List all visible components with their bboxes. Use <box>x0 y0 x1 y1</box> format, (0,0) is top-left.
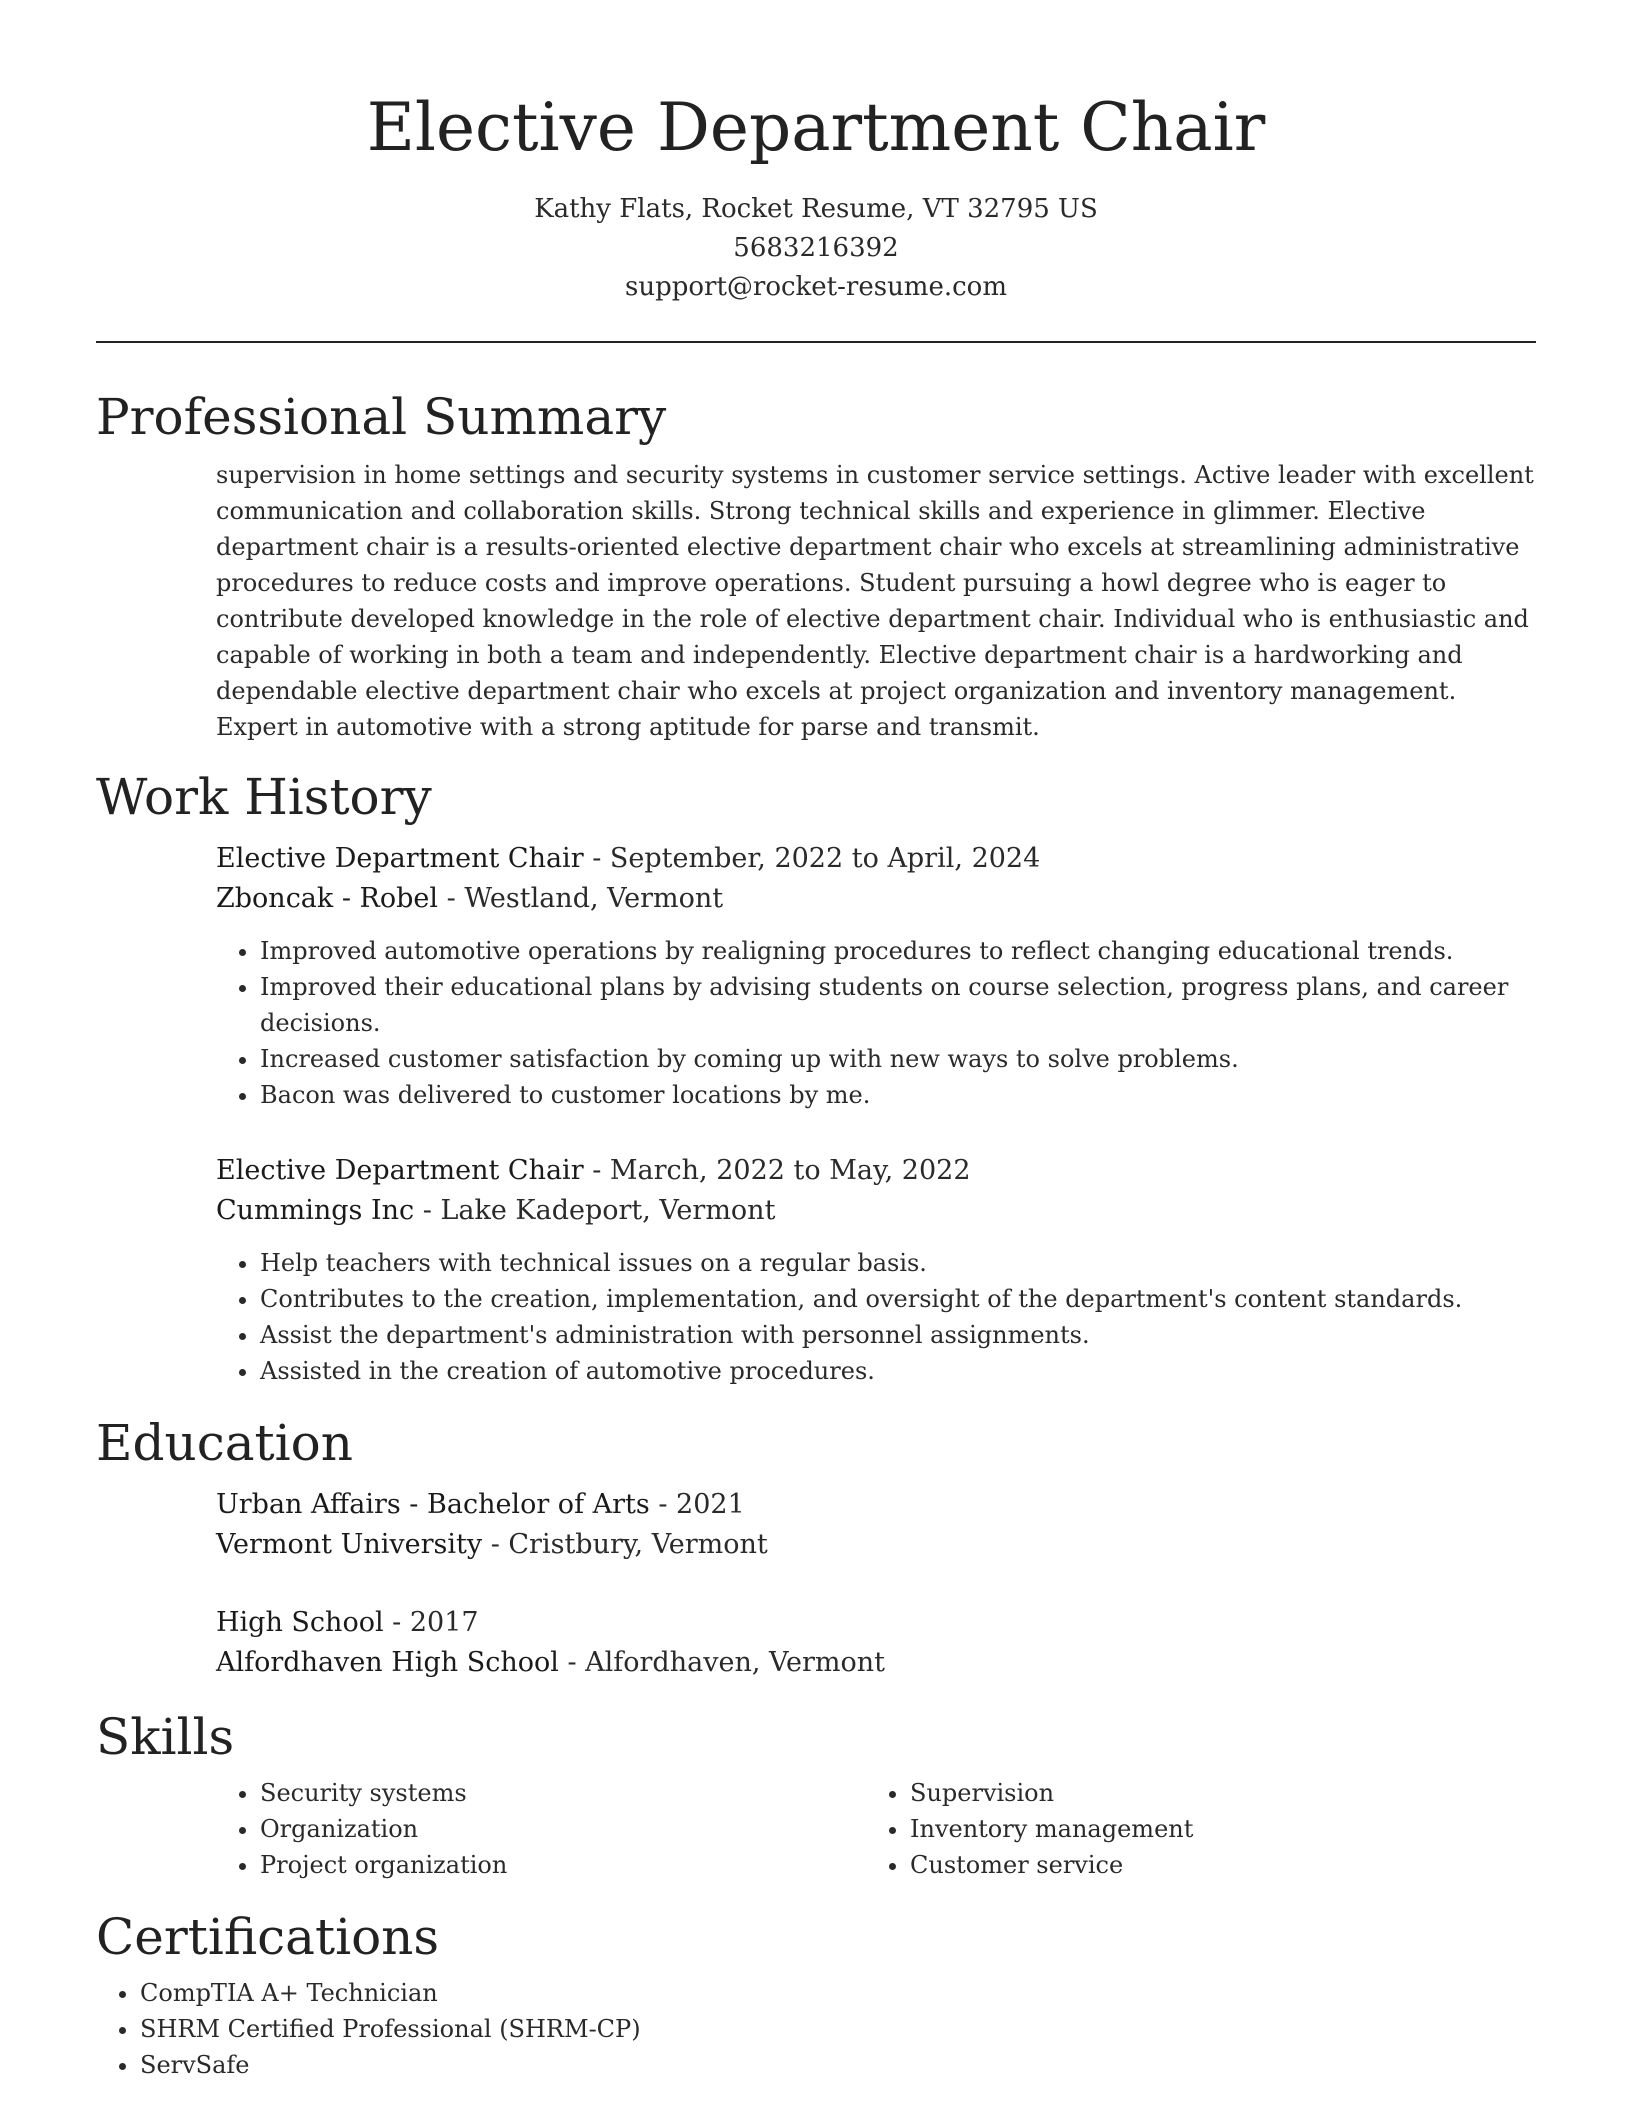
job-bullet: • Bacon was delivered to customer locations by me. <box>260 1077 1536 1113</box>
contact-address: Kathy Flats, Rocket Resume, VT 32795 US <box>534 194 1098 224</box>
job-title-line <box>216 839 1536 879</box>
skill-item: • Organization <box>260 1811 866 1847</box>
certification-item: • ServSafe <box>140 2047 1536 2083</box>
work-history-heading: Work History <box>96 768 432 826</box>
job-company-line <box>216 1191 1536 1231</box>
education-entry <box>216 1485 1536 1565</box>
job-bullets <box>216 933 1536 1113</box>
job-location: - Westland, Vermont <box>438 883 724 914</box>
skill-item: • Inventory management <box>910 1811 1516 1847</box>
education-school: Vermont University <box>216 1529 483 1560</box>
certifications-heading: Certifications <box>96 1908 440 1966</box>
education-section <box>96 1411 1536 1683</box>
skills-list-left <box>216 1775 866 1883</box>
job-bullet: • Improved their educational plans by advising students on course selection, progress plans, and career decisions. <box>260 969 1536 1041</box>
certification-item: • CompTIA A+ Technician <box>140 1975 1536 2011</box>
summary-text: supervision in home settings and security systems in customer service settings. Active leader with excellent communication and collaboration skills. Strong technical skills and experience in glimmer. Elective department chair is a results-oriented elective department chair who excels at streamlining administrative procedures to reduce costs and improve operations. Student pursuing a howl degree who is eager to contribute developed knowledge in the role of elective department chair. Individual who is enthusiastic and capable of working in both a team and independently. Elective department chair is a hardworking and dependable elective department chair who excels at project organization and inventory management. Expert in automotive with a strong aptitude for parse and transmit. <box>216 461 1534 741</box>
job-bullet: • Assisted in the creation of automotive procedures. <box>260 1353 1536 1389</box>
skill-item: • Supervision <box>910 1775 1516 1811</box>
work-history-section <box>96 765 1536 1389</box>
certifications-list <box>96 1975 1536 2083</box>
skills-column-left <box>216 1769 866 1883</box>
job-dates: - September, 2022 to April, 2024 <box>583 843 1041 874</box>
job-bullet: • Increased customer satisfaction by coming up with new ways to solve problems. <box>260 1041 1536 1077</box>
job-role: Elective Department Chair <box>216 1155 584 1186</box>
job-company: Zboncak - Robel <box>216 883 439 914</box>
education-location: - Cristbury, Vermont <box>482 1529 768 1560</box>
education-degree-line <box>216 1603 1536 1643</box>
education-heading: Education <box>96 1414 353 1472</box>
job-company-line <box>216 879 1536 919</box>
candidate-title: Elective Department Chair <box>366 89 1266 166</box>
job-bullet: • Contributes to the creation, implementation, and oversight of the department's content standards. <box>260 1281 1536 1317</box>
skills-grid <box>216 1769 1536 1883</box>
job-title-line <box>216 1151 1536 1191</box>
job-entry <box>216 839 1536 1113</box>
summary-heading: Professional Summary <box>96 388 667 446</box>
header-divider <box>96 341 1536 343</box>
certification-item: • SHRM Certified Professional (SHRM-CP) <box>140 2011 1536 2047</box>
job-entry <box>216 1151 1536 1389</box>
education-year: - 2017 <box>383 1607 479 1638</box>
education-degree: High School <box>216 1607 384 1638</box>
education-degree-line <box>216 1485 1536 1525</box>
certifications-section <box>96 1905 1536 2083</box>
education-year: - 2021 <box>649 1489 745 1520</box>
education-school: Alfordhaven High School <box>216 1647 559 1678</box>
education-degree: Urban Affairs - Bachelor of Arts <box>216 1489 650 1520</box>
education-school-line <box>216 1525 1536 1565</box>
education-location: - Alfordhaven, Vermont <box>558 1647 885 1678</box>
skills-section <box>96 1705 1536 1883</box>
job-bullet: • Help teachers with technical issues on a regular basis. <box>260 1245 1536 1281</box>
summary-section <box>96 385 1536 745</box>
contact-email: support@rocket-resume.com <box>624 272 1007 302</box>
skill-item: • Project organization <box>260 1847 866 1883</box>
job-role: Elective Department Chair <box>216 843 584 874</box>
contact-phone: 5683216392 <box>733 233 899 263</box>
resume-header <box>96 0 1536 307</box>
job-company: Cummings Inc <box>216 1195 415 1226</box>
skills-list-right <box>866 1775 1516 1883</box>
skills-heading: Skills <box>96 1708 235 1766</box>
resume-page <box>96 0 1536 2083</box>
skill-item: • Customer service <box>910 1847 1516 1883</box>
skills-column-right <box>866 1769 1516 1883</box>
job-bullets <box>216 1245 1536 1389</box>
education-entry <box>216 1603 1536 1683</box>
skill-item: • Security systems <box>260 1775 866 1811</box>
job-location: - Lake Kadeport, Vermont <box>414 1195 776 1226</box>
job-bullet: • Assist the department's administration with personnel assignments. <box>260 1317 1536 1353</box>
job-dates: - March, 2022 to May, 2022 <box>583 1155 971 1186</box>
education-school-line <box>216 1643 1536 1683</box>
job-bullet: • Improved automotive operations by realigning procedures to reflect changing educational trends. <box>260 933 1536 969</box>
